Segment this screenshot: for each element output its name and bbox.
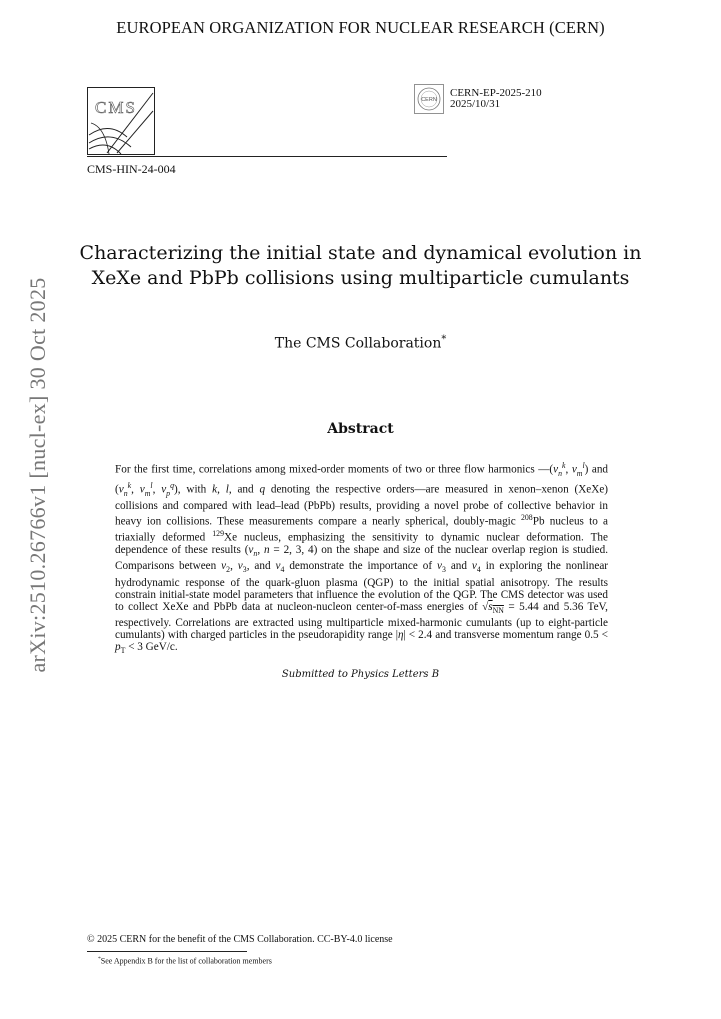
copyright-notice: © 2025 CERN for the benefit of the CMS Collaboration. CC-BY-4.0 license — [87, 934, 393, 945]
cern-logo — [414, 84, 444, 114]
preprint-date: 2025/10/31 — [450, 98, 501, 110]
arxiv-side-stamp: arXiv:2510.26766v1 [nucl-ex] 30 Oct 2025 — [25, 277, 50, 673]
paper-title — [0, 241, 721, 291]
report-number: CMS-HIN-24-004 — [87, 162, 176, 176]
organization-header: EUROPEAN ORGANIZATION FOR NUCLEAR RESEARCH (CERN) — [116, 18, 605, 37]
title-line-2: XeXe and PbPb collisions using multiparticle cumulants — [91, 267, 630, 289]
submission-note: Submitted to Physics Letters B — [281, 669, 440, 680]
header-rule — [87, 156, 447, 157]
author-footnote-mark: * — [441, 334, 447, 345]
footnote-text: See Appendix B for the list of collaboration members — [100, 956, 272, 966]
abstract-body: For the first time, correlations among mixed-order moments of two or three flow harmonics $—(v_n^k$, $v_m^l$) and ($v_n^k$, $v_m^l$, $v_p^q$), with k, l, and q denoting the respective orders—are measured in xenon–xenon (XeXe) collisions and compared with lead–lead (PbPb) results, providing a novel probe of collective behavior in heavy ion collisions. These measurements compare a nearly spherical, doubly-magic $^{208}$Pb nucleus to a triaxially deformed $^{129}$Xe nucleus, emphasizing the sensitivity to dynamic nuclear deformation. The dependence of these results ($v_n$, n = 2, 3, 4) on the shape and size of the nuclear overlap region is studied. Comparisons between $v_2$, $v_3$, and $v_4$ demonstrate the importance of $v_3$ and $v_4$ in exploring the nonlinear hydrodynamic response of the quark-gluon plasma (QGP) to the initial spatial anisotropy. The results constrain initial-state model parameters that influence the evolution of the QGP. The CMS detector was used to collect XeXe and PbPb data at nucleon-nucleon center-of-mass energies of $√s_{NN} = 5.44$ and 5.36 TeV, respectively. Correlations are extracted using multiparticle mixed-harmonic cumulants (up to eight-particle cumulants) with charged particles in the pseudorapidity range |η| < 2.4 and transverse momentum range $0.5 < p_T < 3$ GeV/c. — [115, 461, 609, 656]
authors — [0, 334, 721, 352]
footnote — [98, 956, 272, 966]
cms-logo — [87, 87, 155, 155]
abstract-heading: Abstract — [327, 421, 394, 437]
title-line-1: Characterizing the initial state and dynamical evolution in — [79, 242, 642, 264]
cms-logo-text: CMS — [95, 98, 137, 117]
cern-preprint-number: CERN-EP-2025-210 — [450, 87, 542, 99]
footnote-mark: * — [98, 956, 101, 962]
cern-logo-text: CERN — [421, 97, 437, 103]
cern-preprint-block — [450, 88, 542, 110]
footnote-rule — [87, 951, 247, 952]
author-name: The CMS Collaboration — [274, 335, 442, 352]
